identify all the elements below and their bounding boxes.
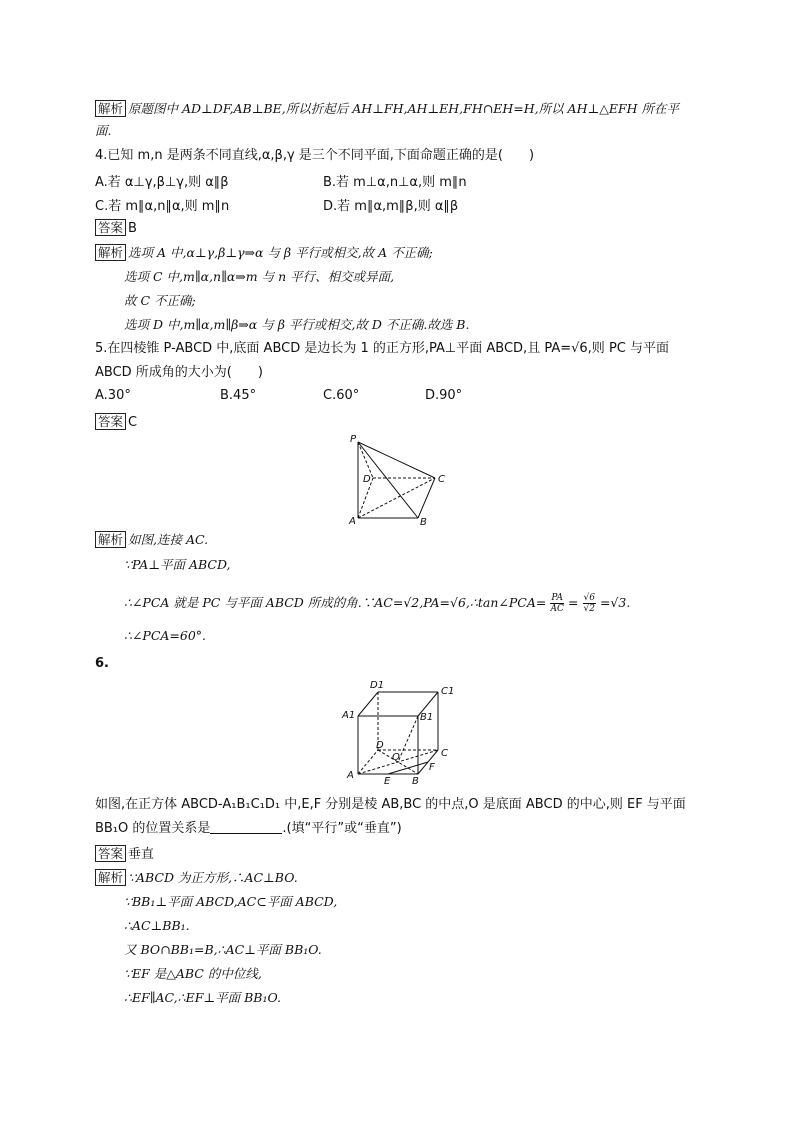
q6-stem-text-2b: .(填“平行”或“垂直”) <box>282 821 402 836</box>
q5-stem-line-2: ABCD 所成角的大小为( ) <box>95 365 263 380</box>
jiexi-tag: 解析 <box>95 100 126 117</box>
q4-solution-line-3: 故 C 不正确; <box>124 293 196 308</box>
fraction-root6-root2 <box>583 593 596 614</box>
label-B1: B1 <box>420 712 434 723</box>
q4-answer-line <box>95 219 137 238</box>
jiexi-tag: 解析 <box>95 531 126 548</box>
q6-stem-line-1: 如图,在正方体 ABCD-A₁B₁C₁D₁ 中,E,F 分别是棱 AB,BC 的中点,O 是底面 ABCD 的中心,则 EF 与平面 <box>95 797 686 812</box>
q5-solution-line-3 <box>124 590 630 616</box>
q5-solution-line-2: ∵PA⊥平面 ABCD, <box>124 557 231 572</box>
label-A1: A1 <box>342 710 356 721</box>
q5-solution-text-3: ∴∠PCA 就是 PC 与平面 ABCD 所成的角.∵AC=√2,PA=√6,∴tan∠PCA= <box>124 595 547 610</box>
q6-solution-line-2: ∵BB₁⊥平面 ABCD,AC⊂平面 ABCD, <box>124 894 338 909</box>
label-F: F <box>429 762 435 773</box>
label-E: E <box>384 776 391 786</box>
segment-EF <box>388 762 428 774</box>
q6-solution-line-1 <box>95 869 298 888</box>
q6-stem-text-2a: BB₁O 的位置关系是 <box>95 821 211 836</box>
q5-option-a: A.30° <box>95 388 131 403</box>
label-C1: C1 <box>441 686 455 697</box>
label-O: O <box>392 752 400 763</box>
jiexi-tag: 解析 <box>95 244 126 261</box>
fraction-pa-ac <box>550 593 564 614</box>
edge-A1D1 <box>358 692 378 716</box>
label-C: C <box>441 748 448 759</box>
q6-answer: 垂直 <box>128 847 155 862</box>
q4-answer: B <box>128 221 137 236</box>
label-B: B <box>420 517 427 528</box>
label-P: P <box>350 434 357 445</box>
q5-answer-line <box>95 413 137 432</box>
edge-PC <box>358 442 435 478</box>
q4-option-b: B.若 m⊥α,n⊥α,则 m∥n <box>323 175 467 190</box>
q4-option-a: A.若 α⊥γ,β⊥γ,则 α∥β <box>95 175 229 190</box>
edge-AD <box>358 750 378 774</box>
q6-cube-figure <box>340 678 465 786</box>
q4-option-d: D.若 m∥α,m∥β,则 α∥β <box>323 199 459 214</box>
label-D: D <box>363 474 371 485</box>
frac2-num: √6 <box>583 593 595 603</box>
q3-solution-line-2 <box>95 122 111 141</box>
label-A: A <box>347 770 354 781</box>
q6-answer-line <box>95 845 154 864</box>
q6-answer-blank <box>210 821 282 834</box>
q5-pyramid-figure <box>340 430 460 530</box>
edge-PD <box>358 442 373 478</box>
q5-stem-line-1: 5.在四棱锥 P-ABCD 中,底面 ABCD 是边长为 1 的正方形,PA⊥平面 ABCD,且 PA=√6,则 PC 与平面 <box>95 341 669 356</box>
q6-number: 6. <box>95 656 109 671</box>
q6-solution-line-6: ∴EF∥AC,∴EF⊥平面 BB₁O. <box>124 990 281 1005</box>
label-C: C <box>438 474 445 485</box>
label-D: D <box>376 740 384 751</box>
q3-solution-line-1 <box>95 100 679 119</box>
edge-BC <box>418 478 435 518</box>
label-B: B <box>412 776 419 786</box>
q5-option-b: B.45° <box>220 388 257 403</box>
q4-stem: 4.已知 m,n 是两条不同直线,α,β,γ 是三个不同平面,下面命题正确的是( ) <box>95 148 535 163</box>
q5-option-c: C.60° <box>323 388 360 403</box>
q4-solution-line-1 <box>95 244 433 263</box>
frac1-num: PA <box>551 593 564 603</box>
q6-solution-line-4: 又 BO∩BB₁=B,∴AC⊥平面 BB₁O. <box>124 942 322 957</box>
q4-solution-line-4: 选项 D 中,m∥α,m∥β⇒α 与 β 平行或相交,故 D 不正确.故选 B. <box>124 317 470 332</box>
label-A: A <box>349 516 356 527</box>
daan-tag: 答案 <box>95 413 126 430</box>
q5-solution-line-4: ∴∠PCA=60°. <box>124 628 207 643</box>
label-D1: D1 <box>370 680 385 691</box>
q5-answer: C <box>128 415 138 430</box>
q3-solution-text-1: 原题图中 AD⊥DF,AB⊥BE,所以折起后 AH⊥FH,AH⊥EH,FH∩EH=H,所以 AH⊥△EFH 所在平 <box>128 101 680 116</box>
q6-solution-text-1: ∵ABCD 为正方形,∴AC⊥BO. <box>128 870 298 885</box>
segment-B1O <box>398 716 418 762</box>
equals-sign: = <box>568 595 579 610</box>
q3-solution-text-2: 面. <box>95 123 112 138</box>
q5-option-d: D.90° <box>425 388 463 403</box>
q6-solution-line-3: ∴AC⊥BB₁. <box>124 918 190 933</box>
jiexi-tag: 解析 <box>95 869 126 886</box>
q4-solution-line-2: 选项 C 中,m∥α,n∥α⇒m 与 n 平行、相交或异面, <box>124 269 395 284</box>
daan-tag: 答案 <box>95 219 126 236</box>
q6-stem-line-2 <box>95 820 402 838</box>
frac2-den: √2 <box>583 604 595 614</box>
q4-option-c: C.若 m∥α,n∥α,则 m∥n <box>95 199 230 214</box>
q4-solution-text-1: 选项 A 中,α⊥γ,β⊥γ⇒α 与 β 平行或相交,故 A 不正确; <box>128 245 433 260</box>
frac1-den: AC <box>550 604 564 614</box>
q5-solution-text-1: 如图,连接 AC. <box>128 532 209 547</box>
q6-solution-line-5: ∵EF 是△ABC 的中位线, <box>124 966 262 981</box>
result-text: =√3. <box>599 595 631 610</box>
q5-solution-line-1 <box>95 531 208 550</box>
daan-tag: 答案 <box>95 845 126 862</box>
